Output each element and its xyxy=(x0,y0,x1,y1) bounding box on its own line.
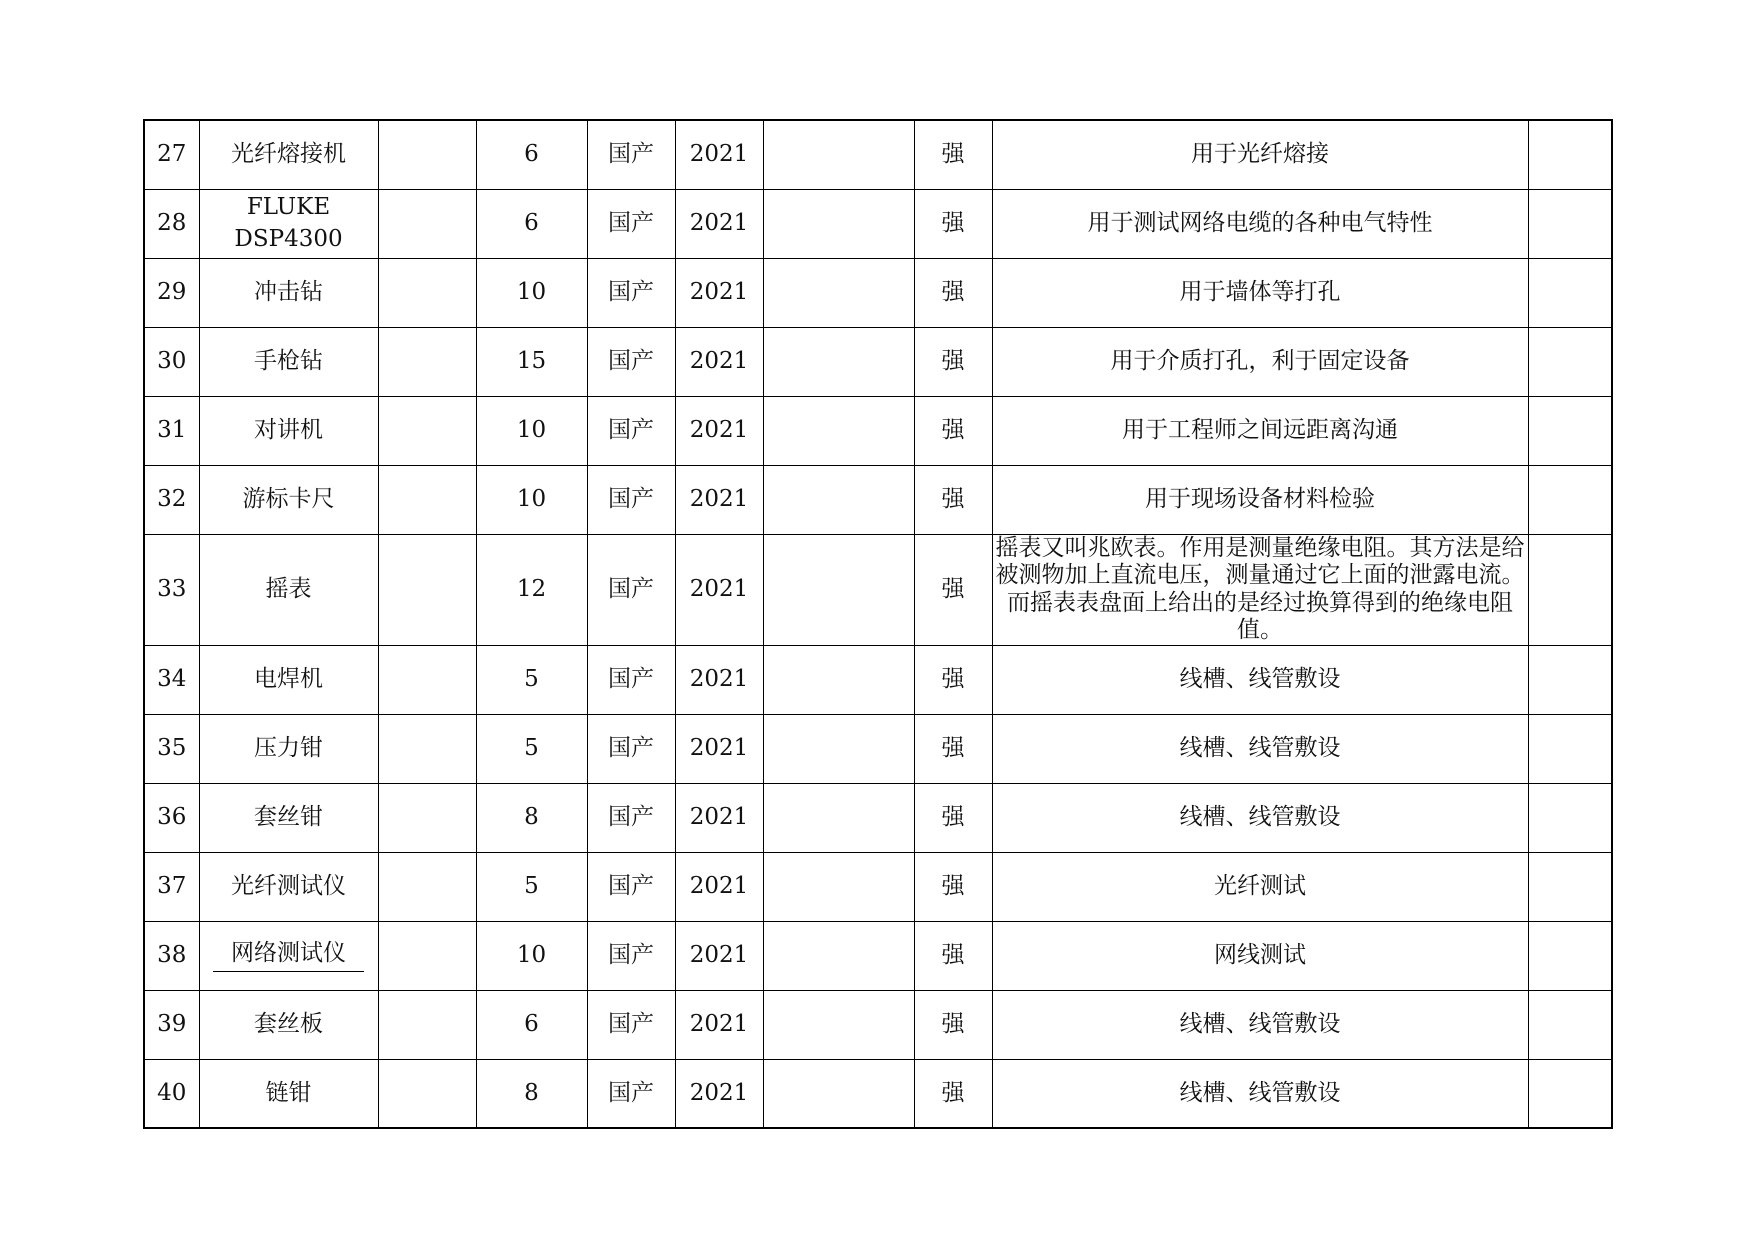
cell-power xyxy=(763,258,914,327)
cell-name: 光纤测试仪 xyxy=(199,852,378,921)
table-row xyxy=(144,852,1612,921)
cell-no: 38 xyxy=(144,921,199,990)
cell-origin: 国产 xyxy=(587,327,675,396)
cell-name: 套丝板 xyxy=(199,990,378,1059)
cell-status: 强 xyxy=(914,465,992,534)
cell-spec xyxy=(378,327,476,396)
cell-usage: 用于光纤熔接 xyxy=(992,120,1528,189)
cell-qty: 6 xyxy=(476,990,587,1059)
cell-origin: 国产 xyxy=(587,852,675,921)
cell-remark xyxy=(1528,120,1612,189)
table-row xyxy=(144,921,1612,990)
cell-status: 强 xyxy=(914,1059,992,1128)
cell-qty: 6 xyxy=(476,120,587,189)
cell-no: 36 xyxy=(144,783,199,852)
cell-year: 2021 xyxy=(675,189,763,258)
cell-power xyxy=(763,534,914,645)
cell-power xyxy=(763,852,914,921)
cell-power xyxy=(763,714,914,783)
table-row xyxy=(144,396,1612,465)
cell-remark xyxy=(1528,921,1612,990)
cell-power xyxy=(763,645,914,714)
cell-year: 2021 xyxy=(675,327,763,396)
cell-status: 强 xyxy=(914,120,992,189)
cell-name: 链钳 xyxy=(199,1059,378,1128)
cell-remark xyxy=(1528,396,1612,465)
cell-remark xyxy=(1528,990,1612,1059)
cell-name: 电焊机 xyxy=(199,645,378,714)
cell-spec xyxy=(378,396,476,465)
cell-qty: 5 xyxy=(476,852,587,921)
cell-spec xyxy=(378,465,476,534)
cell-power xyxy=(763,921,914,990)
cell-year: 2021 xyxy=(675,465,763,534)
cell-spec xyxy=(378,258,476,327)
cell-spec xyxy=(378,189,476,258)
cell-usage: 用于工程师之间远距离沟通 xyxy=(992,396,1528,465)
cell-usage: 光纤测试 xyxy=(992,852,1528,921)
cell-origin: 国产 xyxy=(587,990,675,1059)
cell-usage: 线槽、线管敷设 xyxy=(992,1059,1528,1128)
cell-qty: 8 xyxy=(476,1059,587,1128)
table-row xyxy=(144,990,1612,1059)
cell-power xyxy=(763,990,914,1059)
cell-usage: 摇表又叫兆欧表。作用是测量绝缘电阻。其方法是给被测物加上直流电压，测量通过它上面的泄露电流。而摇表表盘面上给出的是经过换算得到的绝缘电阻值。 xyxy=(992,534,1528,645)
cell-remark xyxy=(1528,783,1612,852)
cell-status: 强 xyxy=(914,327,992,396)
table-row xyxy=(144,783,1612,852)
cell-usage: 用于测试网络电缆的各种电气特性 xyxy=(992,189,1528,258)
cell-origin: 国产 xyxy=(587,396,675,465)
cell-no: 40 xyxy=(144,1059,199,1128)
cell-status: 强 xyxy=(914,921,992,990)
cell-usage: 线槽、线管敷设 xyxy=(992,645,1528,714)
cell-usage: 线槽、线管敷设 xyxy=(992,990,1528,1059)
cell-year: 2021 xyxy=(675,1059,763,1128)
cell-name xyxy=(199,921,378,990)
cell-status: 强 xyxy=(914,396,992,465)
cell-usage: 用于墙体等打孔 xyxy=(992,258,1528,327)
cell-origin: 国产 xyxy=(587,714,675,783)
cell-year: 2021 xyxy=(675,921,763,990)
cell-spec xyxy=(378,921,476,990)
cell-status: 强 xyxy=(914,990,992,1059)
cell-name: 压力钳 xyxy=(199,714,378,783)
cell-origin: 国产 xyxy=(587,1059,675,1128)
cell-qty: 10 xyxy=(476,396,587,465)
cell-year: 2021 xyxy=(675,852,763,921)
cell-name: 游标卡尺 xyxy=(199,465,378,534)
cell-origin: 国产 xyxy=(587,645,675,714)
cell-qty: 15 xyxy=(476,327,587,396)
cell-qty: 10 xyxy=(476,921,587,990)
cell-status: 强 xyxy=(914,852,992,921)
table-row xyxy=(144,189,1612,258)
table-row xyxy=(144,714,1612,783)
cell-name: 摇表 xyxy=(199,534,378,645)
table-row xyxy=(144,258,1612,327)
cell-spec xyxy=(378,534,476,645)
cell-spec xyxy=(378,120,476,189)
cell-spec xyxy=(378,1059,476,1128)
cell-usage: 用于现场设备材料检验 xyxy=(992,465,1528,534)
cell-remark xyxy=(1528,327,1612,396)
cell-no: 29 xyxy=(144,258,199,327)
table-row xyxy=(144,645,1612,714)
table-row xyxy=(144,327,1612,396)
cell-power xyxy=(763,120,914,189)
cell-spec xyxy=(378,714,476,783)
cell-spec xyxy=(378,783,476,852)
cell-qty: 5 xyxy=(476,645,587,714)
cell-year: 2021 xyxy=(675,990,763,1059)
cell-status: 强 xyxy=(914,645,992,714)
cell-usage: 用于介质打孔，利于固定设备 xyxy=(992,327,1528,396)
cell-qty: 12 xyxy=(476,534,587,645)
cell-status: 强 xyxy=(914,258,992,327)
cell-usage: 线槽、线管敷设 xyxy=(992,783,1528,852)
cell-power xyxy=(763,189,914,258)
cell-year: 2021 xyxy=(675,396,763,465)
table-row xyxy=(144,465,1612,534)
cell-spec xyxy=(378,852,476,921)
cell-no: 28 xyxy=(144,189,199,258)
cell-name: 手枪钻 xyxy=(199,327,378,396)
underlined-name: 网络测试仪 xyxy=(213,940,364,973)
cell-remark xyxy=(1528,465,1612,534)
cell-status: 强 xyxy=(914,534,992,645)
cell-remark xyxy=(1528,534,1612,645)
table-row xyxy=(144,120,1612,189)
cell-spec xyxy=(378,645,476,714)
cell-spec xyxy=(378,990,476,1059)
cell-no: 33 xyxy=(144,534,199,645)
cell-name: 光纤熔接机 xyxy=(199,120,378,189)
cell-usage: 网线测试 xyxy=(992,921,1528,990)
cell-year: 2021 xyxy=(675,258,763,327)
cell-remark xyxy=(1528,1059,1612,1128)
cell-no: 27 xyxy=(144,120,199,189)
cell-status: 强 xyxy=(914,714,992,783)
cell-no: 30 xyxy=(144,327,199,396)
cell-qty: 5 xyxy=(476,714,587,783)
cell-year: 2021 xyxy=(675,783,763,852)
cell-qty: 10 xyxy=(476,258,587,327)
cell-name: 对讲机 xyxy=(199,396,378,465)
cell-origin: 国产 xyxy=(587,258,675,327)
cell-remark xyxy=(1528,258,1612,327)
cell-name: 套丝钳 xyxy=(199,783,378,852)
cell-origin: 国产 xyxy=(587,783,675,852)
cell-power xyxy=(763,327,914,396)
cell-power xyxy=(763,783,914,852)
cell-origin: 国产 xyxy=(587,534,675,645)
cell-name: FLUKE DSP4300 xyxy=(199,189,378,258)
cell-no: 32 xyxy=(144,465,199,534)
cell-remark xyxy=(1528,714,1612,783)
cell-no: 31 xyxy=(144,396,199,465)
cell-remark xyxy=(1528,189,1612,258)
cell-origin: 国产 xyxy=(587,120,675,189)
table-row xyxy=(144,534,1612,645)
cell-power xyxy=(763,1059,914,1128)
cell-status: 强 xyxy=(914,783,992,852)
cell-name: 冲击钻 xyxy=(199,258,378,327)
cell-origin: 国产 xyxy=(587,189,675,258)
cell-no: 35 xyxy=(144,714,199,783)
cell-usage: 线槽、线管敷设 xyxy=(992,714,1528,783)
cell-origin: 国产 xyxy=(587,921,675,990)
cell-year: 2021 xyxy=(675,534,763,645)
cell-qty: 8 xyxy=(476,783,587,852)
cell-qty: 10 xyxy=(476,465,587,534)
cell-year: 2021 xyxy=(675,645,763,714)
cell-power xyxy=(763,465,914,534)
cell-no: 34 xyxy=(144,645,199,714)
cell-remark xyxy=(1528,645,1612,714)
cell-no: 39 xyxy=(144,990,199,1059)
cell-power xyxy=(763,396,914,465)
cell-no: 37 xyxy=(144,852,199,921)
cell-origin: 国产 xyxy=(587,465,675,534)
table-row xyxy=(144,1059,1612,1128)
cell-year: 2021 xyxy=(675,120,763,189)
cell-year: 2021 xyxy=(675,714,763,783)
cell-remark xyxy=(1528,852,1612,921)
cell-qty: 6 xyxy=(476,189,587,258)
cell-status: 强 xyxy=(914,189,992,258)
equipment-table xyxy=(143,119,1613,1129)
